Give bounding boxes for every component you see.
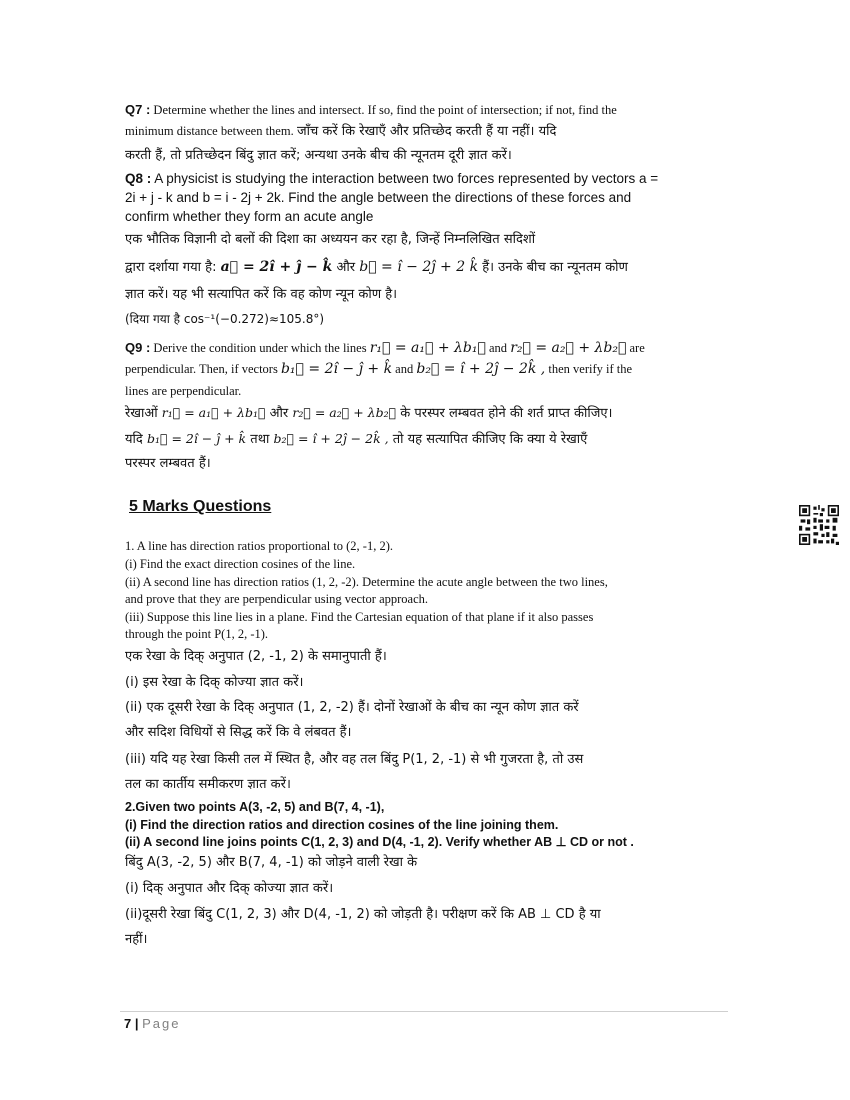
q2-hindi-line-4: नहीं। xyxy=(125,932,148,947)
q2-line-2: (i) Find the direction ratios and direction cosines of the line joining them. xyxy=(125,818,559,832)
q9-hindi-line-2: यदि b₁⃗ = 2î − ĵ + k̂ तथा b₂⃗ = î + 2ĵ − 2k̂ , तो यह सत्यापित कीजिए कि क्या ये रेखाएँ xyxy=(125,431,588,447)
q1-line-2: (i) Find the exact direction cosines of the line. xyxy=(125,557,356,571)
vector-b2: b₂⃗ = î + 2ĵ − 2k̂ , xyxy=(416,361,546,377)
page-label: Page xyxy=(142,1016,181,1031)
line-r2-equation: r₂⃗ = a₂⃗ + λb₂⃗ xyxy=(510,340,627,356)
q9-hindi-line-3: परस्पर लम्बवत हैं। xyxy=(125,456,211,471)
q1-hindi-line-5: (iii) यदि यह रेखा किसी तल में स्थित है, और वह तल बिंदु P(1, 2, -1) से भी गुजरता है, तो उस xyxy=(125,752,584,767)
q8-line-1: Q8 : A physicist is studying the interaction between two forces represented by vectors a = xyxy=(125,171,659,186)
q8-line-3: confirm whether they form an acute angle xyxy=(125,209,374,224)
q9-hindi-line-1: रेखाओं r₁⃗ = a₁⃗ + λb₁⃗ और r₂⃗ = a₂⃗ + λb₂⃗ के परस्पर लम्बवत होने की शर्त प्राप्त कीजिए। xyxy=(125,405,613,421)
q2-hindi-line-3: (ii)दूसरी रेखा बिंदु C(1, 2, 3) और D(4, -1, 2) को जोड़ती है। परीक्षण करें कि AB ⊥ CD है या xyxy=(125,907,601,922)
q1-hindi-line-2: (i) इस रेखा के दिक् कोज्या ज्ञात करें। xyxy=(125,675,304,690)
q2-hindi-line-2: (i) दिक् अनुपात और दिक् कोज्या ज्ञात करें। xyxy=(125,881,334,896)
q8-hindi-line-1: एक भौतिक विज्ञानी दो बलों की दिशा का अध्ययन कर रहा है, जिन्हें निम्नलिखित सदिशों xyxy=(125,232,536,247)
q7-line-3: करती हैं, तो प्रतिच्छेदन बिंदु ज्ञात करें; अन्यथा उनके बीच की न्यूनतम दूरी ज्ञात करें। xyxy=(125,148,512,163)
q2-line-3: (ii) A second line joins points C(1, 2, 3) and D(4, -1, 2). Verify whether AB ⊥ CD or not . xyxy=(125,835,634,849)
q7-line-2: minimum distance between them. जाँच करें कि रेखाएँ और प्रतिच्छेद करती हैं या नहीं। यदि xyxy=(125,124,557,139)
page-footer: 7 | Page xyxy=(124,1016,181,1031)
q1-hindi-line-4: और सदिश विधियों से सिद्ध करें कि वे लंबवत हैं। xyxy=(125,725,352,740)
q7-line-1: Q7 : Determine whether the lines and intersect. If so, find the point of intersection; if not, find the xyxy=(125,102,617,117)
q1-line-6: through the point P(1, 2, -1). xyxy=(125,627,269,641)
vector-b1: b₁⃗ = 2î − ĵ + k̂ xyxy=(280,361,393,377)
vector-a-equation: a⃗ = 2î + ĵ − k̂ xyxy=(220,259,333,275)
q1-hindi-line-6: तल का कार्तीय समीकरण ज्ञात करें। xyxy=(125,777,291,792)
q9-line-1: Q9 : Derive the condition under which the lines r₁⃗ = a₁⃗ + λb₁⃗ and r₂⃗ = a₂⃗ + λb₂⃗ are xyxy=(125,340,645,356)
qr-code-icon xyxy=(799,505,839,545)
q8-hindi-line-2: द्वारा दर्शाया गया है: a⃗ = 2î + ĵ − k̂ और b⃗ = î − 2ĵ + 2 k̂ हैं। उनके बीच का न्यूनतम कोण xyxy=(125,259,628,275)
vector-b-equation: b⃗ = î − 2ĵ + 2 k̂ xyxy=(359,259,479,275)
q2-line-1: 2.Given two points A(3, -2, 5) and B(7, 4, -1), xyxy=(125,800,385,814)
q1-hindi-line-1: एक रेखा के दिक् अनुपात (2, -1, 2) के समानुपाती हैं। xyxy=(125,649,387,664)
q1-line-5: (iii) Suppose this line lies in a plane. Find the Cartesian equation of that plane if it also passes xyxy=(125,610,594,624)
q1-line-4: and prove that they are perpendicular using vector approach. xyxy=(125,592,428,606)
line-r1-equation: r₁⃗ = a₁⃗ + λb₁⃗ xyxy=(369,340,486,356)
q8-hindi-line-3: ज्ञात करें। यह भी सत्यापित करें कि वह कोण न्यून कोण है। xyxy=(125,287,398,302)
q2-hindi-line-1: बिंदु A(3, -2, 5) और B(7, 4, -1) को जोड़ने वाली रेखा के xyxy=(125,855,418,870)
q9-line-3: lines are perpendicular. xyxy=(125,384,242,398)
q9-line-2: perpendicular. Then, if vectors b₁⃗ = 2î − ĵ + k̂ and b₂⃗ = î + 2ĵ − 2k̂ , then verify if the xyxy=(125,361,633,377)
section-heading: 5 Marks Questions xyxy=(129,498,272,515)
q1-hindi-line-3: (ii) एक दूसरी रेखा के दिक् अनुपात (1, 2, -2) हैं। दोनों रेखाओं के बीच का न्यून कोण ज्ञात करें xyxy=(125,700,579,715)
q8-hint: (दिया गया है cos⁻¹(−0.272)≈105.8°) xyxy=(125,312,325,326)
q1-line-3: (ii) A second line has direction ratios (1, 2, -2). Determine the acute angle between the two lines, xyxy=(125,575,608,589)
q1-line-1: 1. A line has direction ratios proportional to (2, -1, 2). xyxy=(125,539,394,553)
footer-divider xyxy=(120,1011,728,1012)
page-number: 7 xyxy=(124,1016,132,1031)
q8-line-2: 2i + j - k and b = i - 2j + 2k. Find the angle between the directions of these forces and xyxy=(125,190,632,205)
